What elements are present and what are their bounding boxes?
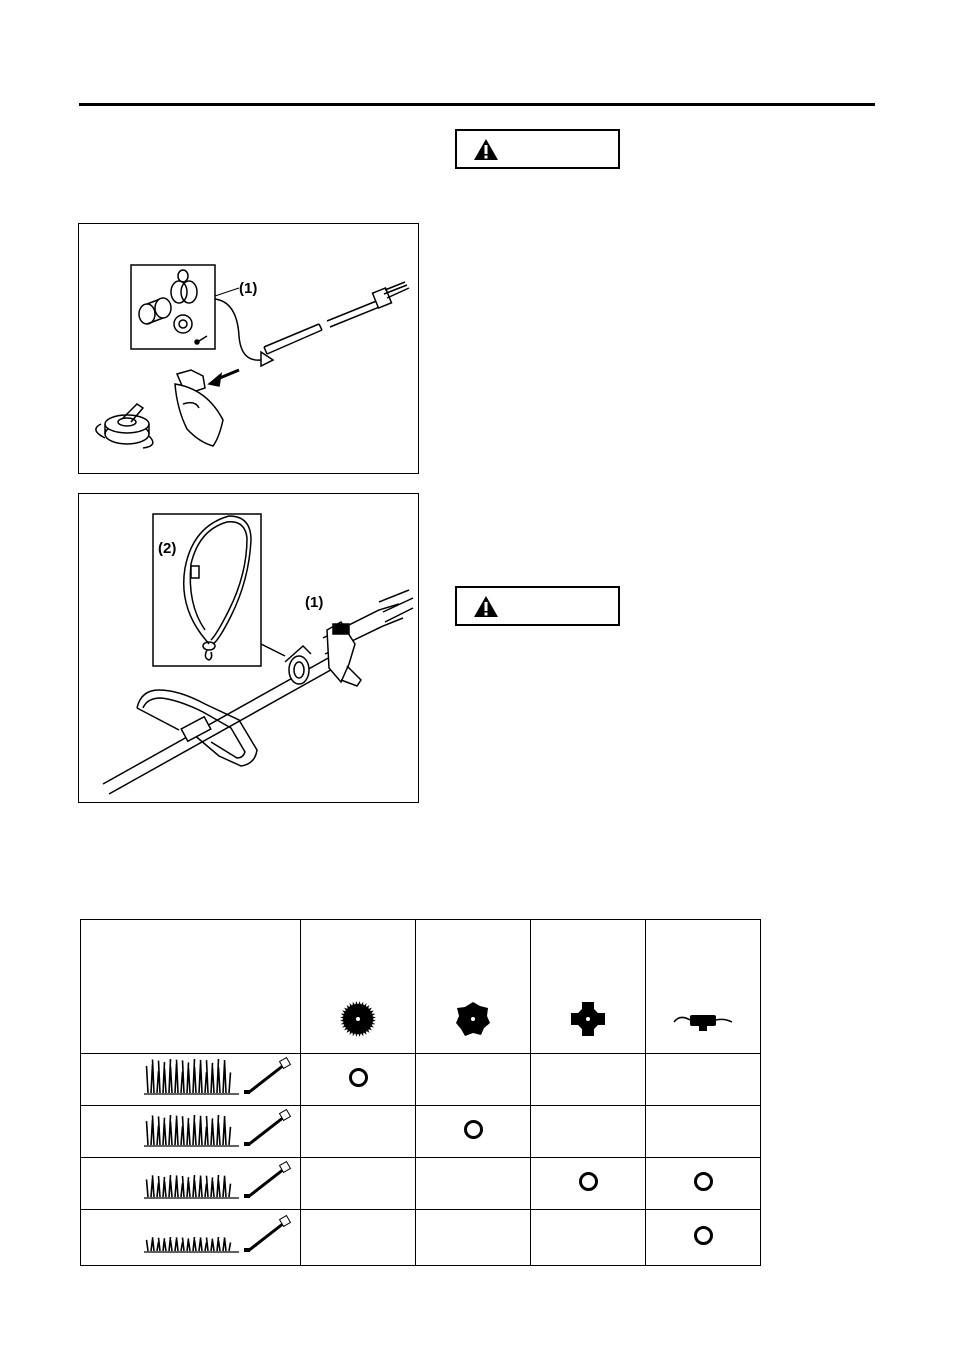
selection-cell (416, 1210, 531, 1266)
column-saw-blade (301, 920, 416, 1054)
selection-cell (301, 1158, 416, 1210)
selection-cell (301, 1054, 416, 1106)
grass-height-cell (81, 1158, 301, 1210)
warning-triangle-icon (473, 138, 499, 161)
table-row (81, 1054, 761, 1106)
selection-cell (416, 1106, 531, 1158)
grass-height-cell (81, 1210, 301, 1266)
column-nylon-line-head (646, 920, 761, 1054)
figure2-callout-1: (1) (305, 594, 324, 611)
table-corner-cell (81, 920, 301, 1054)
warning-triangle-icon (473, 595, 499, 618)
grass-height-cell (81, 1054, 301, 1106)
tooth-blade-icon (454, 1000, 492, 1038)
guard-assembly-illustration (79, 224, 420, 475)
attachment-selection-table (80, 919, 761, 1266)
table-row (81, 1158, 761, 1210)
figure-harness-hanger (78, 493, 419, 803)
saw-blade-icon (339, 1000, 377, 1038)
selection-cell (531, 1054, 646, 1106)
harness-hanger-illustration (79, 494, 420, 804)
header-rule (79, 103, 875, 106)
medium-weeds-icon (144, 1159, 294, 1203)
suitable-mark-icon (349, 1068, 368, 1087)
suitable-mark-icon (579, 1172, 598, 1191)
figure1-callout-1: (1) (239, 280, 258, 297)
suitable-mark-icon (694, 1226, 713, 1245)
tall-weeds-icon (144, 1107, 294, 1151)
selection-cell (416, 1158, 531, 1210)
selection-cell (531, 1158, 646, 1210)
warning-box-2 (455, 586, 620, 626)
cross-blade-icon (569, 1000, 607, 1038)
suitable-mark-icon (694, 1172, 713, 1191)
suitable-mark-icon (464, 1120, 483, 1139)
selection-cell (531, 1210, 646, 1266)
selection-cell (531, 1106, 646, 1158)
selection-cell (301, 1210, 416, 1266)
short-grass-icon (144, 1213, 294, 1257)
selection-cell (301, 1106, 416, 1158)
column-cross-blade (531, 920, 646, 1054)
selection-cell (646, 1054, 761, 1106)
table-header-row (81, 920, 761, 1054)
column-tooth-blade (416, 920, 531, 1054)
figure2-callout-2: (2) (158, 540, 177, 557)
selection-cell (416, 1054, 531, 1106)
grass-height-cell (81, 1106, 301, 1158)
figure-guard-assembly (78, 223, 419, 474)
selection-cell (646, 1158, 761, 1210)
tall-thick-weeds-icon (144, 1055, 294, 1099)
table-row (81, 1210, 761, 1266)
table-row (81, 1106, 761, 1158)
nylon-line-head-icon (672, 1010, 734, 1034)
selection-cell (646, 1210, 761, 1266)
selection-cell (646, 1106, 761, 1158)
warning-box-1 (455, 129, 620, 169)
